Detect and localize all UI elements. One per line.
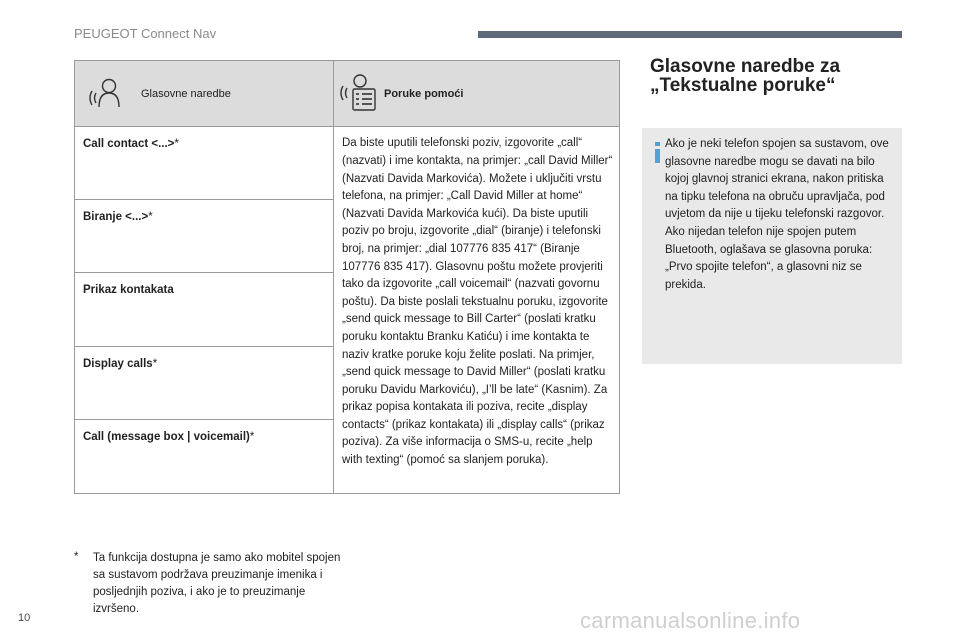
voice-commands-header (75, 61, 334, 127)
command-text: Call (message box | voicemail) (83, 431, 250, 444)
voice-speaking-icon (89, 75, 123, 112)
footnote-text: Ta funkcija dostupna je samo ako mobitel spojen sa sustavom podržava preuzimanje imenika i posljednjih poziva, i ako je to preuzimanje izvršeno. (93, 552, 341, 615)
header-title: PEUGEOT Connect Nav (74, 26, 217, 41)
page-number: 10 (18, 612, 31, 624)
help-messages-header (334, 61, 620, 127)
watermark: carmanualsonline.info (580, 608, 801, 633)
help-messages-label: Poruke pomoći (384, 87, 464, 100)
command-cell (75, 127, 334, 200)
command-star: * (148, 210, 153, 223)
voice-commands-table (74, 60, 620, 494)
help-response-text: Da biste uputili telefonski poziv, izgovorite „call“ (nazvati) i ime kontakta, na primjer: „call David Miller“ (Nazvati Davida Markovića). Možete i uključiti vrstu telefona, na primjer: „Call David Miller at home“ (Nazvati Davida Markovića kući). Da biste uputili poziv po broju, izgovorite „dial“ (biranje) i telefonski broj, na primjer: „dial 107776 835 417“ (Biranje 107776 835 417). Glasovnu poštu možete provjeriti tako da izgovorite „call voicemail“ (nazvati govornu poštu). Da biste poslali tekstualnu poruku, izgovorite „send quick message to Bill Carter“ (poslati kratku poruku kontaktu Branku Katiću) i ime kontakta te naziv kratke poruke koju želite poslati. Na primjer, „send quick message to David Miller“ (poslati kratku poruku Davidu Markoviću), „I’ll be late“ (Kasnim). Za prikaz popisa kontakata ili poziva, recite „display contacts“ (prikaz kontakata) ili „display calls“ (prikaz poziva). Za više informacija o SMS-u, recite „help with texting“ (pomoć sa slanjem poruka). (342, 137, 613, 467)
info-icon (650, 142, 666, 164)
voice-commands-label: Glasovne naredbe (141, 87, 231, 100)
info-box (642, 128, 902, 364)
command-cell (75, 273, 334, 347)
command-star: * (249, 431, 255, 444)
footnote-star: * (74, 551, 79, 563)
command-cell (75, 199, 334, 273)
command-text: Biranje <...> (83, 210, 149, 223)
info-text: Ako je neki telefon spojen sa sustavom, ove glasovne naredbe mogu se davati na bilo kojoj glavnoj stranici ekrana, nakon pritiska na tipku telefona na obruču upravljača, pod uvjetom da nije u tijeku telefonski razgovor. Ako nijedan telefon nije spojen putem Bluetooth, oglašava se glasovna poruka: „Prvo spojite telefon“, a glasovni niz se prekida. (665, 138, 889, 291)
command-star: * (174, 138, 179, 151)
help-response-cell (334, 127, 620, 494)
section-title: Glasovne naredbe za „Tekstualne poruke“ (650, 56, 841, 96)
command-text: Call contact <...> (83, 138, 175, 151)
header-bar (478, 31, 902, 38)
command-text: Display calls (83, 357, 153, 370)
command-text: Prikaz kontakata (83, 284, 174, 297)
footnote (74, 550, 344, 618)
command-cell (75, 420, 334, 494)
command-star: * (152, 357, 158, 370)
command-cell (75, 346, 334, 420)
voice-help-icon (340, 72, 378, 115)
